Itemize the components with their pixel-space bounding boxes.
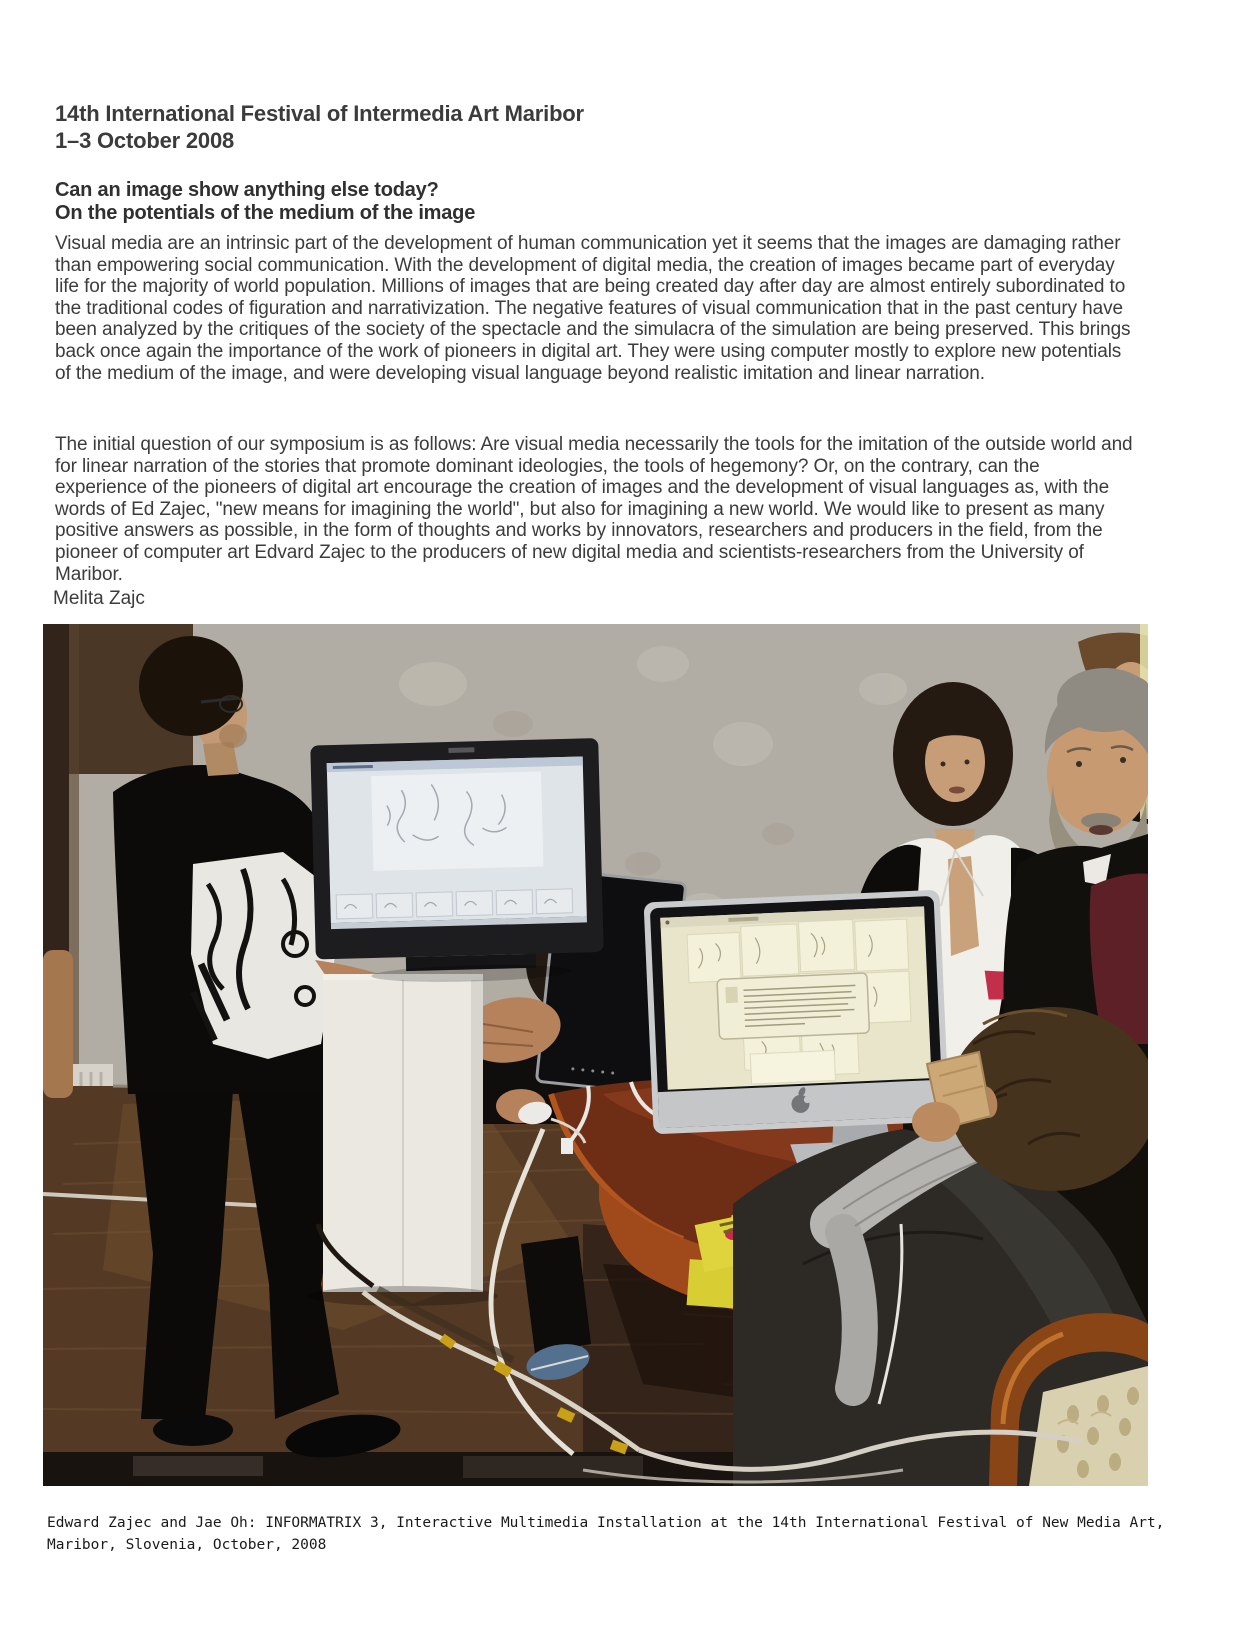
subtitle-line1: Can an image show anything else today?: [55, 179, 439, 201]
subtitle-line2: On the potentials of the medium of the image: [55, 202, 476, 224]
intro-paragraph: Visual media are an intrinsic part of the development of human communication yet it seems that the images are damaging rather than empowering social communication. With the development of digital media, the creation of images became part of everyday life for the majority of world population. Millions of images that are being created day after day are almost entirely subordinated to the traditional codes of figuration and narrativization. The negative features of visual communication that in the past century have been analyzed by the critiques of the society of the spectacle and the simulacra of the simulation are being preserved. This brings back once again the importance of the work of pioneers in digital art. They were using computer mostly to explore new potentials of the medium of the image, and were developing visual language beyond realistic imitation and linear narration.: [55, 233, 1131, 384]
tv-monitor: [310, 738, 604, 985]
caption-line2: Maribor, Slovenia, October, 2008: [47, 1537, 327, 1553]
installation-photo: [43, 624, 1148, 1486]
cable-connector: [561, 1138, 573, 1154]
symposium-subtitle: [55, 179, 475, 225]
installation-photo-svg: [43, 624, 1148, 1486]
festival-title: [55, 100, 584, 154]
photo-caption: [47, 1512, 1164, 1556]
hand: [912, 1102, 960, 1142]
caption-line1: Edward Zajec and Jae Oh: INFORMATRIX 3, Interactive Multimedia Installation at the 14th International Festival of New Media Art,: [47, 1515, 1165, 1531]
author-name: Melita Zajc: [53, 588, 145, 609]
symposium-paragraph: The initial question of our symposium is as follows: Are visual media necessarily the tools for the imitation of the outside world and for linear narration of the stories that promote dominant ideologies, the tools of hegemony? Or, on the contrary, can the experience of the pioneers of digital art encourage the creation of images and the development of visual languages as, with the words of Ed Zajec, "new means for imagining the world", but also for imagining a new world. We would like to present as many positive answers as possible, in the form of thoughts and works by innovators, researchers and producers in the field, from the pioneer of computer art Edvard Zajec to the producers of new digital media and scientists-researchers from the University of Maribor.: [55, 434, 1133, 585]
festival-date: 1–3 October 2008: [55, 128, 235, 153]
festival-title-line1: 14th International Festival of Intermedia Art Maribor: [55, 101, 584, 126]
